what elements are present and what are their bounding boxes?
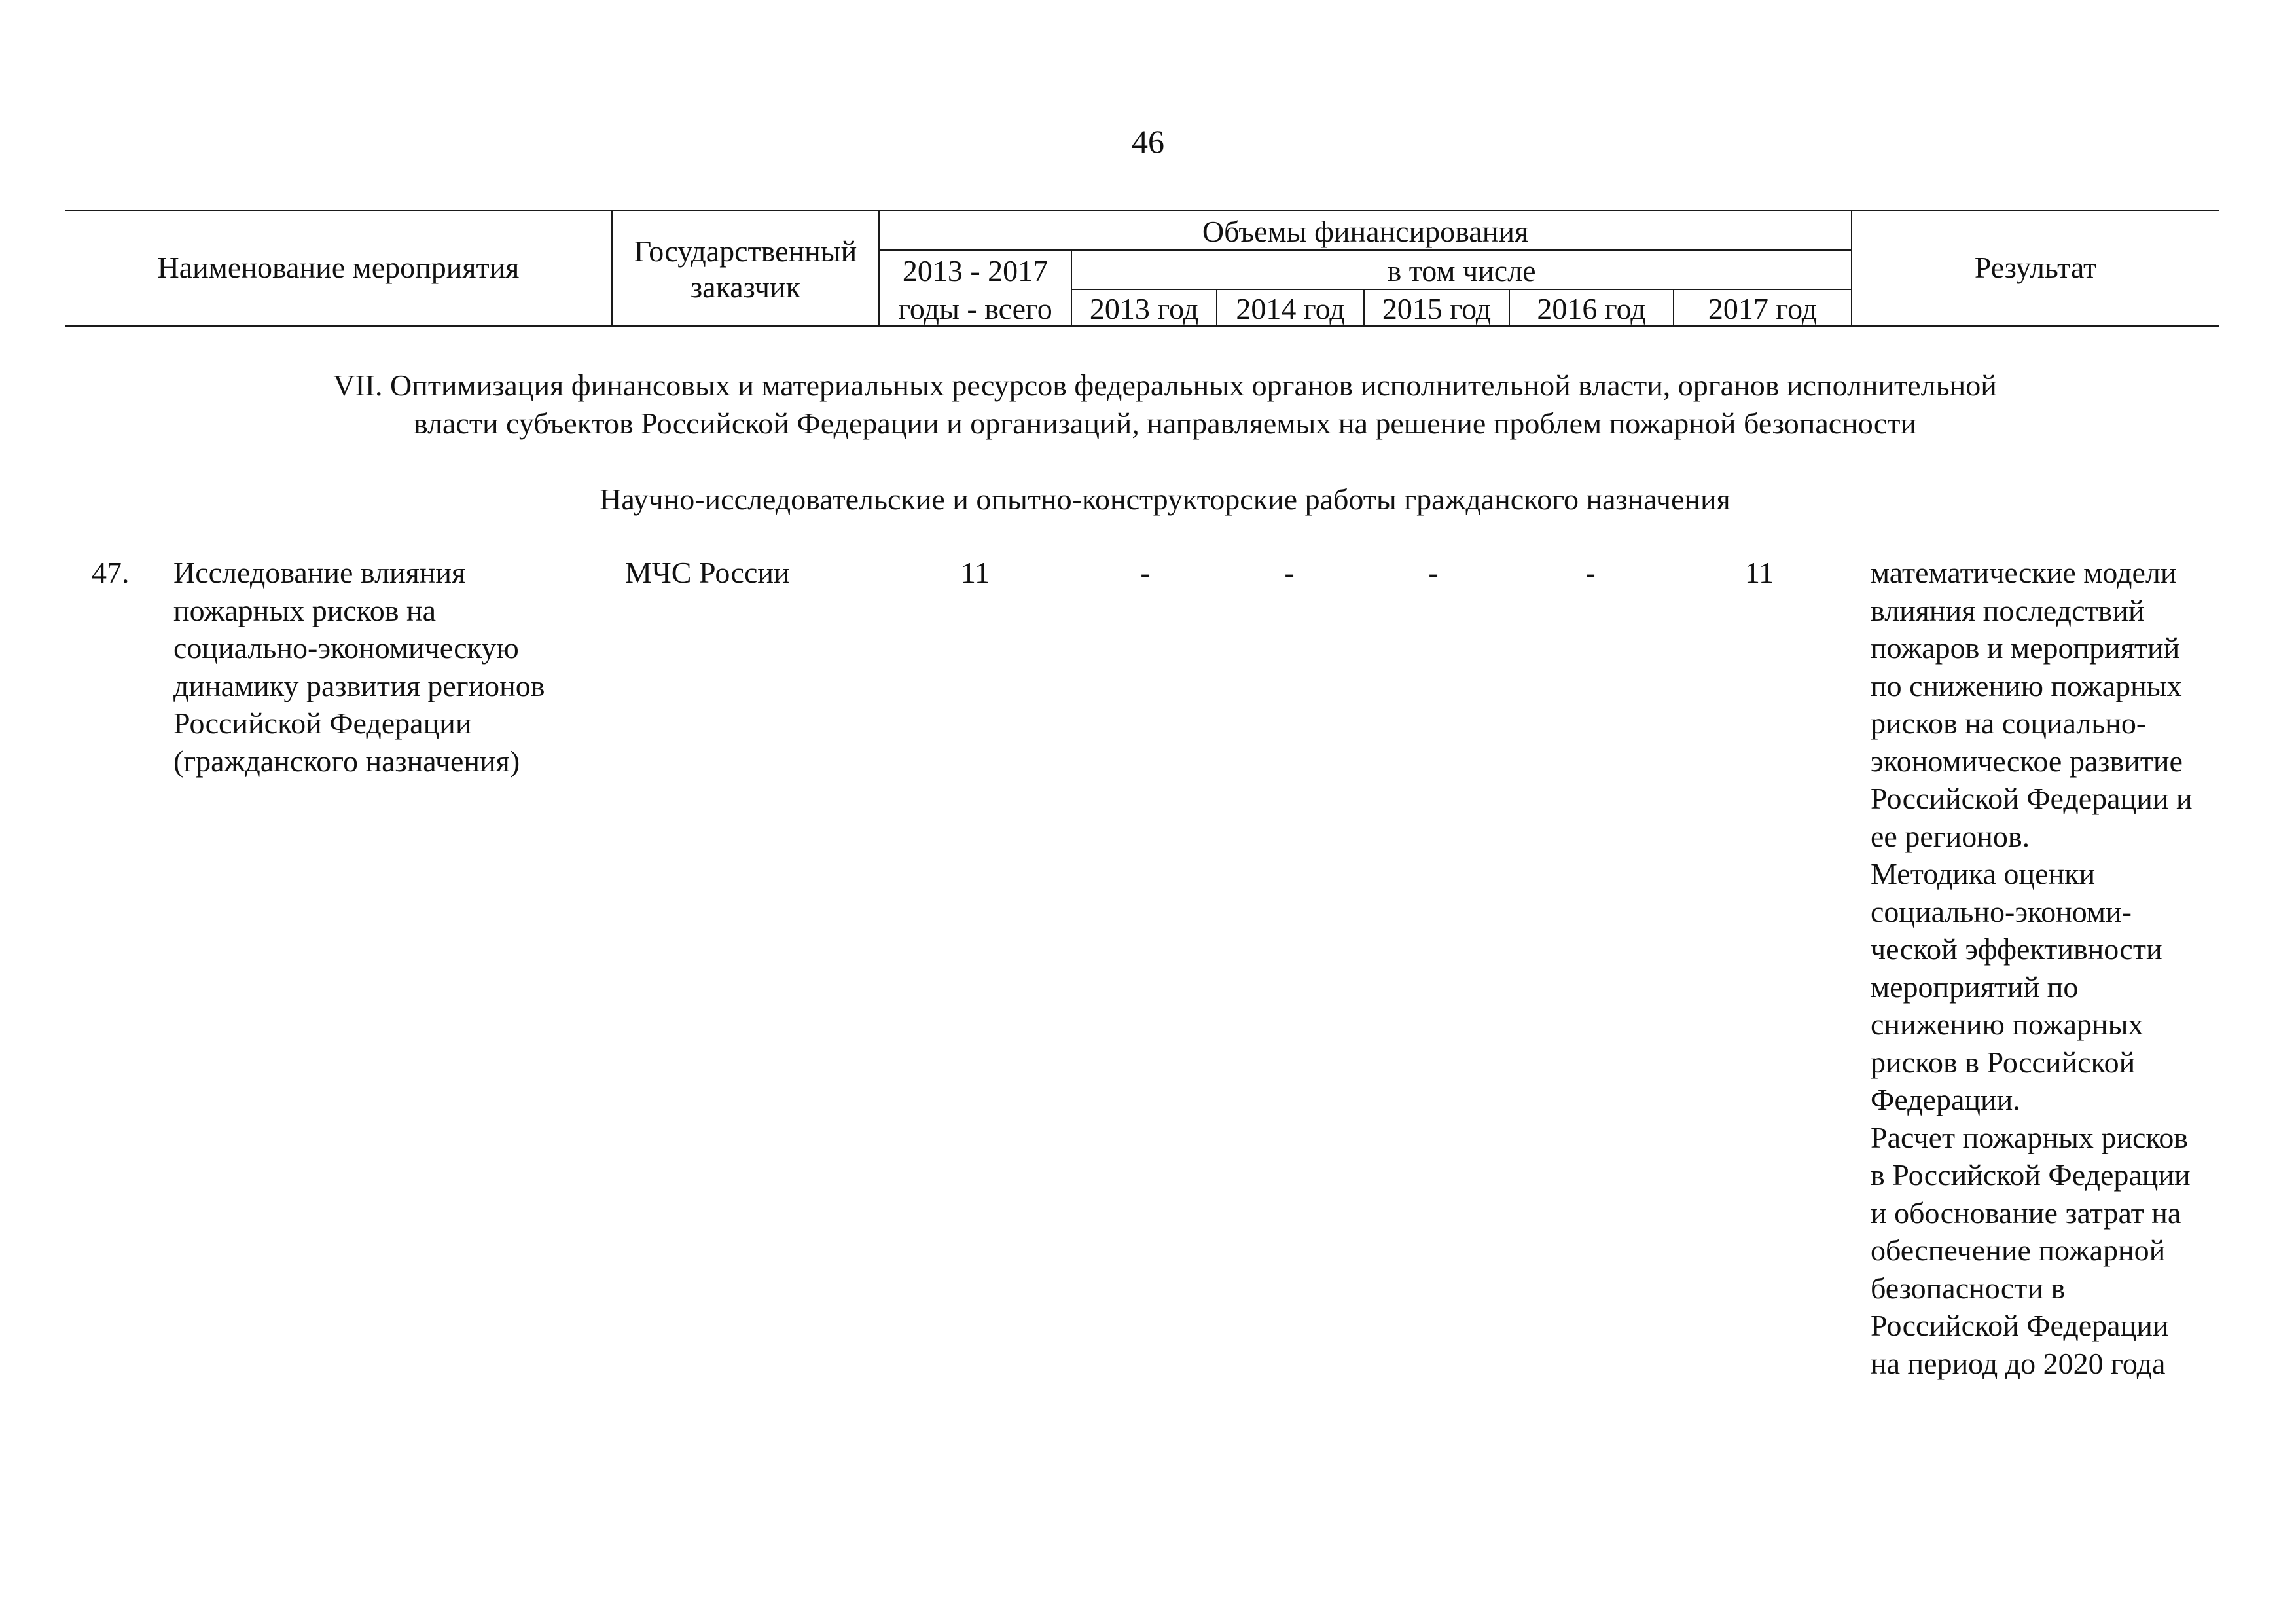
row-name-line: (гражданского назначения) <box>173 744 520 778</box>
row-result-line: пожаров и мероприятий <box>1871 631 2180 665</box>
row-result <box>1871 554 2224 1382</box>
header-year-2014: 2014 год <box>1236 292 1345 325</box>
row-result-line: ческой эффективности <box>1871 932 2162 966</box>
header-top-rule <box>65 210 2219 211</box>
row-result-line: рисков на социально- <box>1871 706 2147 740</box>
row-result-line: снижению пожарных <box>1871 1008 2144 1041</box>
row-result-line: обеспечение пожарной <box>1871 1233 2166 1267</box>
row-name <box>173 554 605 780</box>
row-result-line: влияния последствий <box>1871 593 2145 627</box>
row-result-line: экономическое развитие <box>1871 744 2183 778</box>
row-customer: МЧС России <box>625 556 790 589</box>
row-result-line: на период до 2020 года <box>1871 1346 2166 1380</box>
row-2013: - <box>1140 556 1151 589</box>
row-result-line: Российской Федерации <box>1871 1309 2169 1342</box>
header-year-2017: 2017 год <box>1708 292 1818 325</box>
page-number: 46 <box>1132 123 1164 160</box>
row-result-line: мероприятий по <box>1871 970 2079 1004</box>
row-2017: 11 <box>1744 556 1774 589</box>
row-2014: - <box>1284 556 1295 589</box>
row-result-line: и обоснование затрат на <box>1871 1195 2181 1230</box>
header-result: Результат <box>1974 251 2097 284</box>
row-name-line: пожарных рисков на <box>173 593 436 627</box>
header-year-2015: 2015 год <box>1382 292 1492 325</box>
row-name-line: Российской Федерации <box>173 706 472 740</box>
header-customer-line2: заказчик <box>690 270 800 304</box>
row-result-line: Методика оценки <box>1871 857 2096 890</box>
row-name-line: динамику развития регионов <box>173 668 545 702</box>
row-result-line: математические модели <box>1871 556 2177 589</box>
header-year-2013: 2013 год <box>1089 292 1199 325</box>
section-title-line1: VII. Оптимизация финансовых и материальных ресурсов федеральных органов исполнительной власти, органов исполнительной <box>333 369 1997 402</box>
row-2015: - <box>1428 556 1439 589</box>
section-title-line2: власти субъектов Российской Федерации и организаций, направляемых на решение проблем пожарной безопасности <box>413 407 1917 440</box>
row-result-line: Расчет пожарных рисков <box>1871 1120 2189 1154</box>
row-total: 11 <box>960 556 990 589</box>
header-funding-group: Объемы финансирования <box>1202 215 1529 248</box>
subsection-title: Научно-исследовательские и опытно-конструкторские работы гражданского назначения <box>600 483 1731 516</box>
header-including: в том числе <box>1387 254 1536 287</box>
row-name-line: социально-экономическую <box>173 631 519 665</box>
header-customer-line1: Государственный <box>634 234 857 268</box>
row-name-line: Исследование влияния <box>173 556 466 589</box>
row-result-line: безопасности в <box>1871 1271 2066 1305</box>
header-name: Наименование мероприятия <box>157 251 520 284</box>
row-result-line: рисков в Российской <box>1871 1045 2136 1079</box>
row-result-line: Федерации. <box>1871 1083 2020 1116</box>
header-total-line2: годы - всего <box>898 292 1052 325</box>
row-result-line: Российской Федерации и <box>1871 782 2193 815</box>
row-result-line: социально-экономи- <box>1871 894 2132 928</box>
row-result-line: по снижению пожарных <box>1871 668 2182 702</box>
row-result-line: ее регионов. <box>1871 819 2030 853</box>
row-number: 47. <box>92 556 130 589</box>
row-result-line: в Российской Федерации <box>1871 1158 2191 1192</box>
header-total-line1: 2013 - 2017 <box>902 254 1049 287</box>
row-2016: - <box>1585 556 1596 589</box>
header-year-2016: 2016 год <box>1537 292 1646 325</box>
